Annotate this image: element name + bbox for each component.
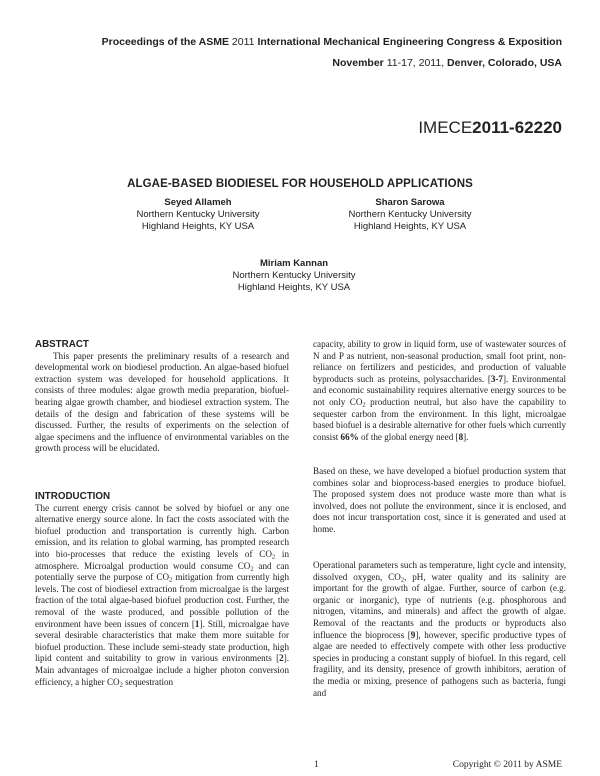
conference-title bbox=[102, 36, 562, 48]
right-paragraph-3: Operational parameters such as temperature, light cycle and intensity, dissolved oxygen, $CO_2$, pH, water quality and its salinity are important for the growth of algae. Further, source of carbon (e.g. organic or inorganic), type of nutrients (e.g. phosphorous and nitrogen, vitamins, and minerals) and affect the growth of algae. Removal of the reactants and the products or byproducts also influence the bioprocess [9], however, specific productive types of algae are needed to effectively compete with other less productive species in producing a constant supply of biofuel. In this regard, cell fragility, and its density, presence of growth inhibitors, aeration of the media or mixing, presence of pathogens such as bacteria, fungi and bbox=[313, 560, 567, 698]
abstract-text: This paper presents the preliminary results of a research and developmental work on biodiesel production. An algae-based biofuel extraction system was developed for household applications. It consists of three modules: algae growth media preparation, biofuel-bearing algae growth chamber, and biodiesel extraction system. The details of the design and fabrication of these systems will be discussed. Further, the results of experiments on the selection of algae specimens and the influence of environmental variables on the growth process will be elucidated. bbox=[35, 350, 289, 454]
conference-location: Denver, Colorado, USA bbox=[447, 57, 562, 69]
paper-id-prefix: IMECE bbox=[418, 118, 473, 137]
conference-year: 2011 bbox=[231, 36, 255, 48]
author-affiliation: Northern Kentucky University bbox=[348, 209, 472, 220]
author-block bbox=[194, 258, 394, 294]
introduction-heading: INTRODUCTION bbox=[35, 491, 111, 502]
author-block bbox=[314, 197, 506, 233]
right-column bbox=[313, 339, 566, 443]
right-paragraph-1: capacity, ability to grow in liquid form, use of wastewater sources of N and P as nutrient, non-seasonal production, small foot print, non-reliance on fertilizers and pesticides, and production of valuable byproducts such as proteins, polysaccharides. [3-7]. Environmental and economic sustainability requires alternative energy sources to be not only $CO_2$ production neutral, but also have the capability to sequester carbon from the environment. In this light, microalgae based biofuel is a desirable alternative for other fuels which currently consist 66% of the global energy need [8]. bbox=[313, 339, 566, 442]
right-paragraph-2: Based on these, we have developed a biofuel production system that combines solar and bioprocess-based energies to produce biofuel. The proposed system does not produce waste more than what is involved, does not pollute the environment, since it is enclosed, and does not incur transportation cost, since it is generated and used at home. bbox=[313, 466, 566, 534]
introduction-text: The current energy crisis cannot be solved by biofuel or any one alternative energy source alone. In fact the costs associated with the biofuel production and transportation is currently high. Carbon emission, and its relation to global warming, has prompted research into bio-processes that reduce the existing levels of $CO_2$ in atmosphere. Microalgal production would consume $CO_2$ and can potentially serve the purpose of $CO_2$ mitigation from currently high levels. The cost of biodiesel extraction from microalgae is the largest fraction of the total algae-based biofuel production cost. Further, the removal of the waste produced, and possible pollution of the environment have been issues of concern [1]. Still, microalgae have several desirable characteristics that make them more suitable for biofuel production. These include semi-steady state production, high lipid content and suitability to grow in various environments [2]. Main advantages of microalgae include a higher photon conversion efficiency, a higher $CO_2$ sequestration bbox=[35, 502, 290, 688]
author-location: Highland Heights, KY USA bbox=[237, 282, 351, 293]
author-name: Seyed Allameh bbox=[164, 197, 232, 208]
paper-id bbox=[418, 118, 562, 138]
conference-name-part2: International Mechanical Engineering Congress & Exposition bbox=[257, 36, 562, 48]
citation: 2 bbox=[279, 653, 284, 664]
conference-month: November bbox=[332, 57, 384, 69]
conference-name-part1: Proceedings of the ASME bbox=[101, 36, 229, 48]
citation: 8 bbox=[458, 431, 464, 442]
author-location: Highland Heights, KY USA bbox=[353, 221, 467, 232]
author-location: Highland Heights, KY USA bbox=[141, 221, 255, 232]
author-name: Miriam Kannan bbox=[259, 258, 329, 269]
author-affiliation: Northern Kentucky University bbox=[232, 270, 356, 281]
copyright-notice: Copyright © 2011 by ASME bbox=[452, 760, 562, 770]
introduction-section bbox=[35, 491, 289, 688]
citation: 9 bbox=[410, 629, 416, 640]
paper-id-number: 2011-62220 bbox=[472, 118, 562, 137]
author-block bbox=[98, 197, 298, 233]
energy-share-figure: 66% bbox=[340, 431, 359, 442]
author-affiliation: Northern Kentucky University bbox=[136, 209, 260, 220]
page-number: 1 bbox=[314, 760, 319, 770]
conference-days: 11-17, 2011, bbox=[386, 57, 445, 69]
citation: 3-7 bbox=[490, 373, 503, 384]
author-name: Sharon Sarowa bbox=[375, 197, 445, 208]
abstract-heading: ABSTRACT bbox=[35, 339, 89, 350]
conference-date bbox=[332, 57, 562, 69]
citation: 1 bbox=[194, 618, 200, 629]
paper-title: ALGAE-BASED BIODIESEL FOR HOUSEHOLD APPLICATIONS bbox=[127, 178, 473, 190]
left-column bbox=[35, 339, 289, 455]
